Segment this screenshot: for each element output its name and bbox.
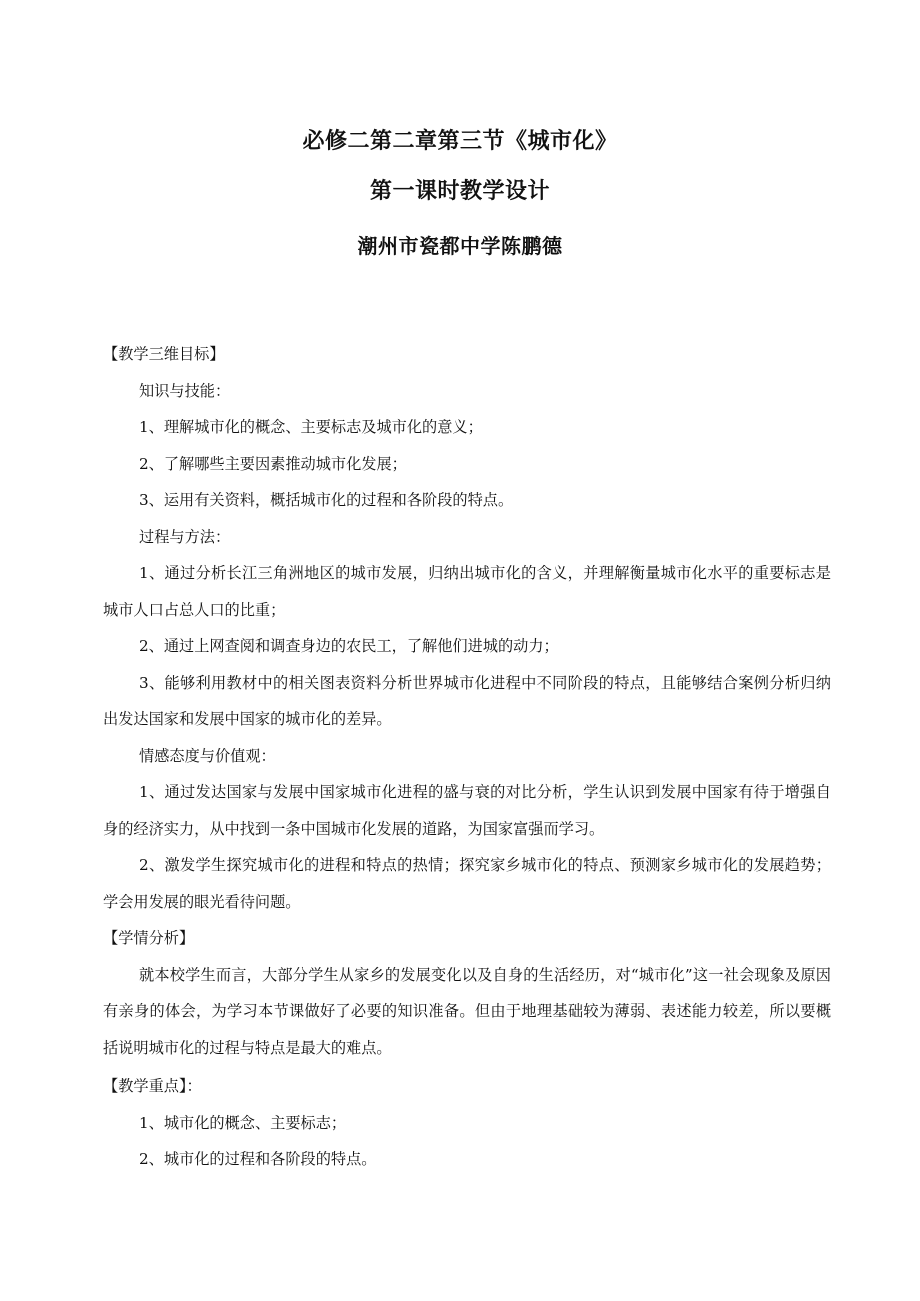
key-point-item: 1、城市化的概念、主要标志； — [139, 1113, 347, 1132]
process-item: 3、能够利用教材中的相关图表资料分析世界城市化进程中不同阶段的特点，且能够结合案例分析归纳出发达国家和发展中国家的城市化的差异。 — [103, 673, 831, 728]
key-point-item: 2、城市化的过程和各阶段的特点。 — [139, 1150, 377, 1168]
document-title: 必修二第二章第三节《城市化》 — [302, 129, 618, 154]
emotion-label: 情感态度与价值观： — [139, 746, 276, 765]
document-body — [103, 336, 831, 1178]
emotion-item: 2、激发学生探究城市化的进程和特点的热情；探究家乡城市化的特点、预测家乡城市化的发展趋势；学会用发展的眼光看待问题。 — [103, 856, 831, 911]
process-item: 1、通过分析长江三角洲地区的城市发展，归纳出城市化的含义，并理解衡量城市化水平的重要标志是城市人口占总人口的比重； — [103, 564, 831, 619]
knowledge-label: 知识与技能： — [139, 381, 231, 400]
emotion-item: 1、通过发达国家与发展中国家城市化进程的盛与衰的对比分析，学生认识到发展中国家有待于增强自身的经济实力，从中找到一条中国城市化发展的道路，为国家富强而学习。 — [103, 783, 831, 838]
knowledge-item: 3、运用有关资料，概括城市化的过程和各阶段的特点。 — [139, 491, 514, 509]
section-heading-objectives: 【教学三维目标】 — [103, 345, 225, 363]
section-heading-analysis: 【学情分析】 — [103, 929, 195, 947]
process-item: 2、通过上网查阅和调查身边的农民工，了解他们进城的动力； — [139, 637, 559, 655]
document-subtitle: 第一课时教学设计 — [369, 179, 550, 204]
document-author: 潮州市瓷都中学陈鹏德 — [357, 234, 563, 258]
analysis-text: 就本校学生而言，大部分学生从家乡的发展变化以及自身的生活经历，对“城市化”这一社会现象及原因有亲身的体会，为学习本节课做好了必要的知识准备。但由于地理基础较为薄弱、表述能力较差，所以要概括说明城市化的过程与特点是最大的难点。 — [103, 965, 831, 1057]
knowledge-item: 2、了解哪些主要因素推动城市化发展； — [139, 454, 407, 473]
process-label: 过程与方法： — [139, 527, 231, 546]
knowledge-item: 1、理解城市化的概念、主要标志及城市化的意义； — [139, 418, 483, 436]
section-heading-key-points: 【教学重点】： — [103, 1077, 202, 1095]
